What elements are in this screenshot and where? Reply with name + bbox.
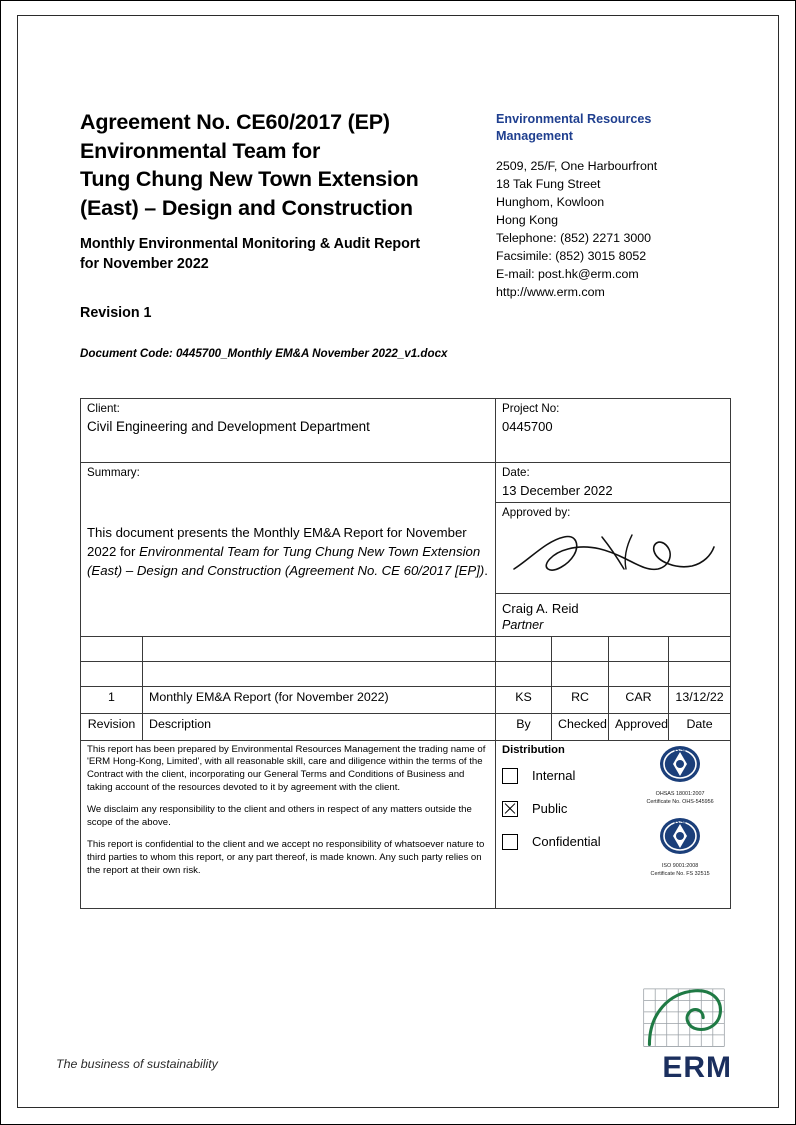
address-line: Hunghom, Kowloon	[496, 195, 605, 210]
page-title	[80, 108, 478, 222]
blank-cell	[496, 636, 552, 661]
company-block	[478, 108, 730, 302]
document-code: Document Code: 0445700_Monthly EM&A November 2022_v1.docx	[80, 346, 448, 360]
revision-description: Monthly EM&A Report (for November 2022)	[143, 686, 496, 713]
blank-cell	[496, 661, 552, 686]
table-row-terms-distribution	[81, 740, 731, 908]
summary-cell	[81, 462, 496, 636]
project-no-value: 0445700	[502, 418, 553, 434]
svg-text:BSI: BSI	[674, 818, 686, 826]
client-cell	[81, 398, 496, 462]
erm-logo-text: ERM	[662, 1051, 732, 1084]
distribution-cell	[496, 740, 731, 908]
terms-paragraph: We disclaim any responsibility to the client and others in respect of any matters outside the scope of the above.	[87, 804, 472, 829]
table-row-blank	[81, 636, 731, 661]
address-website[interactable]: http://www.erm.com	[496, 285, 605, 300]
certification-line: Certificate No. OHS-545956	[646, 798, 714, 805]
address-line: 18 Tak Fung Street	[496, 177, 601, 192]
bsi-kitemark-icon	[657, 745, 703, 787]
terms-paragraph: This report is confidential to the client and we accept no responsibility of whatsoever nature to third parties to whom this report, or any part thereof, is made known. Any such party relies on the report at their own risk.	[87, 839, 485, 877]
checkbox-confidential[interactable]	[502, 834, 518, 850]
company-name	[496, 111, 730, 144]
footer-tagline: The business of sustainability	[56, 1057, 218, 1071]
revision-by: KS	[496, 686, 552, 713]
approved-by-label: Approved by:	[502, 505, 571, 519]
certification-line: Certificate No. FS 32515	[650, 870, 710, 877]
terms-paragraph: This report has been prepared by Environmental Resources Management the trading name of 'ERM Hong-Kong, Limited', with all reasonable skill, care and diligence within the terms of the Contract with the client, incorporating our General Terms and Conditions of Business and taking account of the resources devoted to it by agreement with the client.	[87, 743, 486, 794]
blank-cell	[143, 661, 496, 686]
certification-line: OHSAS 18001:2007	[655, 790, 705, 797]
date-label: Date:	[502, 465, 530, 479]
title-line-4: (East) – Design and Construction	[80, 195, 413, 220]
signature-icon	[506, 525, 721, 587]
svg-text:BSI: BSI	[674, 746, 686, 754]
header-description: Description	[143, 713, 496, 740]
table-row-summary	[81, 462, 731, 502]
distribution-label: Internal	[532, 768, 576, 784]
header-date: Date	[669, 713, 731, 740]
table-row-revision	[81, 686, 731, 713]
certification-iso	[638, 817, 722, 879]
blank-cell	[609, 661, 669, 686]
terms-cell	[81, 740, 496, 908]
blank-cell	[669, 636, 731, 661]
blank-cell	[669, 661, 731, 686]
revision-approved: CAR	[609, 686, 669, 713]
distribution-label: Confidential	[532, 834, 601, 850]
certification-line: ISO 9001:2008	[661, 862, 699, 869]
revision-label: Revision 1	[80, 304, 152, 321]
table-header-revision	[81, 713, 731, 740]
table-row-client	[81, 398, 731, 462]
document-header	[80, 108, 730, 360]
date-cell	[496, 462, 731, 502]
blank-cell	[143, 636, 496, 661]
project-no-label: Project No:	[502, 401, 560, 415]
company-address	[496, 158, 730, 302]
blank-cell	[81, 661, 143, 686]
approved-by-cell	[496, 502, 731, 636]
document-content	[80, 108, 730, 909]
checkbox-internal[interactable]	[502, 768, 518, 784]
signature-area	[496, 523, 730, 594]
summary-label: Summary:	[87, 465, 140, 479]
checkbox-public[interactable]	[502, 801, 518, 817]
document-info-table	[80, 398, 731, 909]
company-name-line-2: Management	[496, 128, 573, 143]
bsi-kitemark-icon	[657, 817, 703, 859]
client-value: Civil Engineering and Development Department	[87, 418, 370, 434]
address-line: Facsimile: (852) 3015 8052	[496, 249, 647, 264]
project-no-cell	[496, 398, 731, 462]
distribution-title: Distribution	[502, 743, 565, 756]
approver-name: Craig A. Reid	[502, 600, 579, 616]
title-line-1: Agreement No. CE60/2017 (EP)	[80, 110, 390, 134]
title-line-2: Environmental Team for	[80, 138, 321, 163]
blank-cell	[609, 636, 669, 661]
summary-text	[87, 523, 489, 580]
address-line: 2509, 25/F, One Harbourfront	[496, 159, 658, 174]
address-email: E-mail: post.hk@erm.com	[496, 267, 639, 282]
title-line-3: Tung Chung New Town Extension	[80, 167, 419, 192]
blank-cell	[552, 661, 609, 686]
header-checked: Checked	[552, 713, 609, 740]
document-subtitle	[80, 235, 478, 274]
company-name-line-1: Environmental Resources	[496, 112, 652, 126]
blank-cell	[552, 636, 609, 661]
header-by: By	[496, 713, 552, 740]
title-column	[80, 108, 478, 360]
certification-ohsas	[638, 745, 722, 807]
subtitle-line-2: for November 2022	[80, 255, 209, 272]
summary-text-italic: Environmental Team for Tung Chung New Town Extension (East) – Design and Construction (Agreement No. CE 60/2017 [EP])	[87, 543, 485, 578]
client-label: Client:	[87, 401, 120, 415]
address-line: Hong Kong	[496, 213, 559, 228]
date-value: 13 December 2022	[502, 482, 613, 498]
table-row-blank	[81, 661, 731, 686]
subtitle-line-1: Monthly Environmental Monitoring & Audit Report	[80, 236, 421, 253]
header-approved: Approved	[609, 713, 669, 740]
header-revision: Revision	[81, 713, 143, 740]
revision-date: 13/12/22	[669, 686, 731, 713]
revision-checked: RC	[552, 686, 609, 713]
page-border	[17, 15, 779, 1108]
summary-text-part2: .	[484, 562, 488, 578]
distribution-label: Public	[532, 801, 568, 817]
summary-text-part1: This document presents the Monthly EM&A Report for November 2022 for	[87, 524, 467, 559]
address-line: Telephone: (852) 2271 3000	[496, 231, 652, 246]
revision-number: 1	[81, 686, 143, 713]
approver-role: Partner	[502, 617, 544, 632]
blank-cell	[81, 636, 143, 661]
